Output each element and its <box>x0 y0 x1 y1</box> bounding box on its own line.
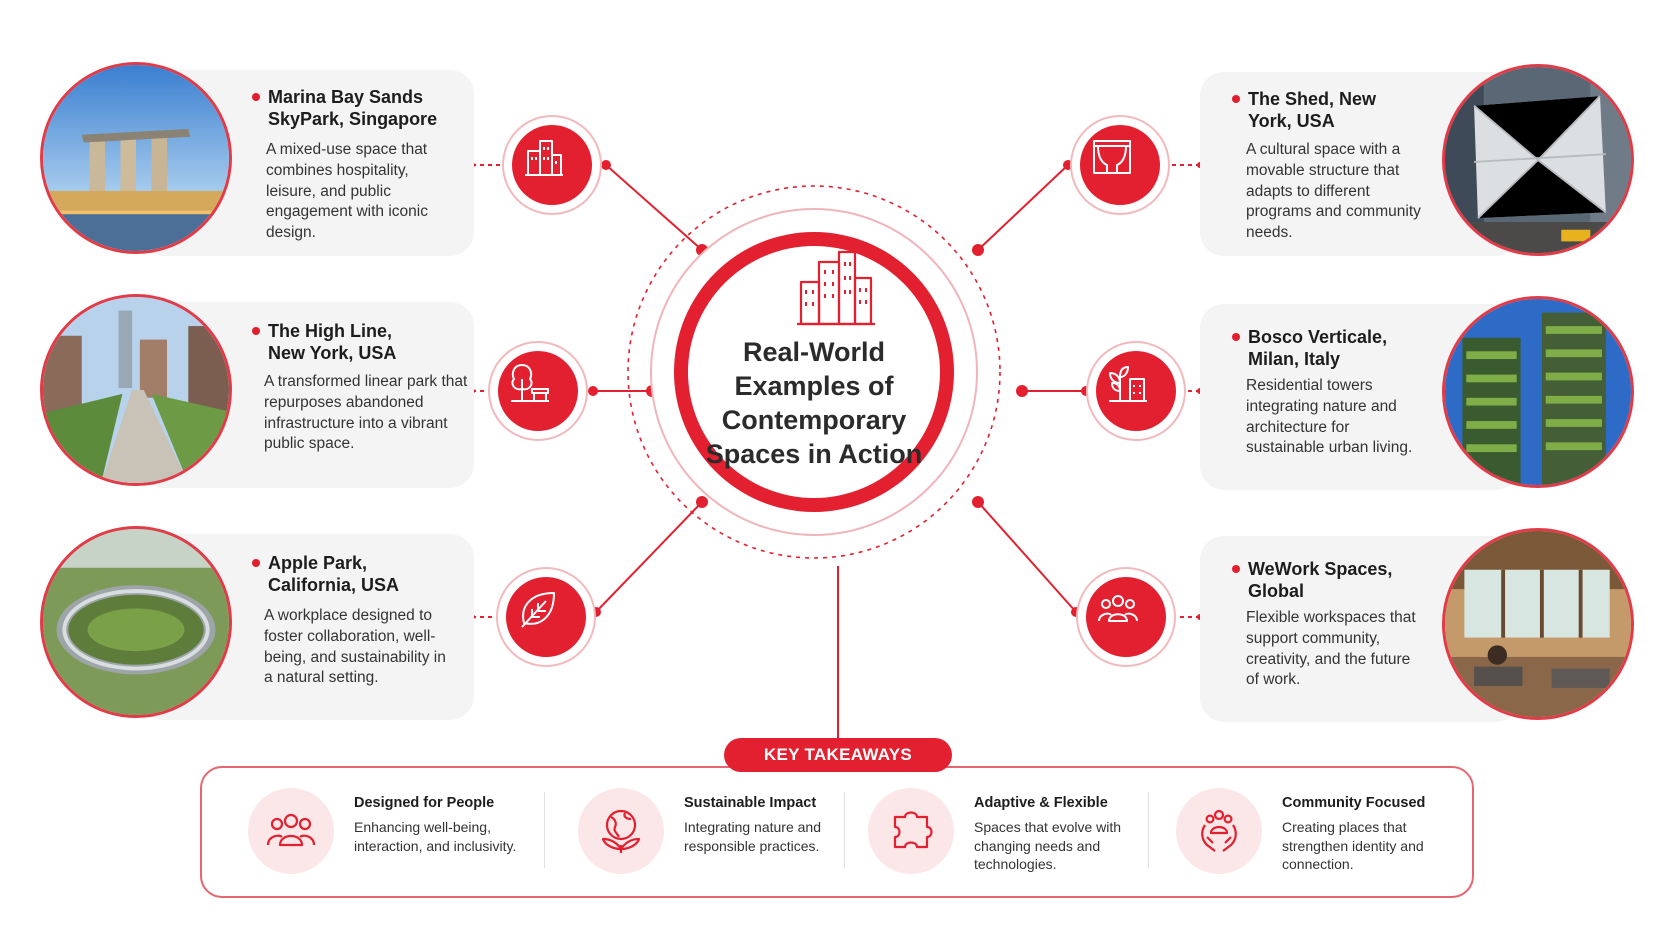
takeaway-divider <box>844 792 845 868</box>
takeaway-title: Community Focused <box>1282 795 1426 811</box>
leaf-icon <box>516 587 560 631</box>
high-line-photo <box>40 294 232 486</box>
takeaway-title: Sustainable Impact <box>684 795 817 811</box>
buildings-icon <box>522 135 566 179</box>
takeaway-sustainable-impact <box>578 788 838 878</box>
people-group-icon <box>1096 587 1140 631</box>
takeaway-divider <box>1148 792 1149 868</box>
example-title: The High Line, New York, USA <box>252 320 432 364</box>
wework-photo <box>1442 528 1634 720</box>
example-icon-marina-bay <box>502 115 602 215</box>
example-icon-wework <box>1076 567 1176 667</box>
example-icon-the-shed <box>1070 115 1170 215</box>
example-description: A workplace designed to foster collaboration, well-being, and sustainability in a natural setting. <box>264 607 446 687</box>
takeaway-description: Enhancing well-being, interaction, and inclusivity. <box>354 819 517 854</box>
takeaway-description: Creating places that strengthen identity and connection. <box>1282 819 1424 872</box>
example-title: Bosco Verticale, Milan, Italy <box>1232 326 1412 370</box>
example-title: WeWork Spaces, Global <box>1232 558 1412 602</box>
example-description: Residential towers integrating nature and architecture for sustainable urban living. <box>1246 377 1413 457</box>
example-description: A transformed linear park that repurposes abandoned infrastructure into a vibrant public space. <box>264 373 468 453</box>
puzzle-icon <box>885 805 937 857</box>
takeaway-adaptive-flexible <box>868 788 1148 878</box>
key-takeaways-label: KEY TAKEAWAYS <box>724 738 952 772</box>
apple-park-photo <box>40 526 232 718</box>
hands-community-icon <box>1193 805 1245 857</box>
globe-leaves-icon <box>595 805 647 857</box>
example-icon-apple-park <box>496 567 596 667</box>
takeaway-community-focused <box>1176 788 1466 878</box>
marina-bay-sands-photo <box>40 62 232 254</box>
bosco-verticale-photo <box>1442 296 1634 488</box>
takeaway-title: Designed for People <box>354 795 495 811</box>
the-shed-photo <box>1442 64 1634 256</box>
example-icon-bosco-verticale <box>1086 341 1186 441</box>
people-icon <box>265 805 317 857</box>
plant-building-icon <box>1106 361 1150 405</box>
takeaway-divider <box>544 792 545 868</box>
tree-bench-icon <box>508 361 552 405</box>
example-title: Marina Bay Sands SkyPark, Singapore <box>252 86 452 130</box>
stage-curtain-icon <box>1090 135 1134 179</box>
example-icon-high-line <box>488 341 588 441</box>
example-title: Apple Park, California, USA <box>252 552 432 596</box>
takeaway-description: Integrating nature and responsible practices. <box>684 819 821 854</box>
example-description: Flexible workspaces that support community, creativity, and the future of work. <box>1246 609 1416 689</box>
city-buildings-icon <box>795 248 877 330</box>
hub-title: Real-World Examples of Contemporary Spaces in Action <box>705 337 923 469</box>
example-description: A cultural space with a movable structure that adapts to different programs and community needs. <box>1246 141 1421 242</box>
takeaway-designed-for-people <box>248 788 538 878</box>
example-description: A mixed-use space that combines hospitality, leisure, and public engagement with iconic design. <box>266 141 428 242</box>
takeaway-title: Adaptive & Flexible <box>974 795 1108 811</box>
takeaway-description: Spaces that evolve with changing needs and technologies. <box>974 819 1122 872</box>
example-title: The Shed, New York, USA <box>1232 88 1412 132</box>
